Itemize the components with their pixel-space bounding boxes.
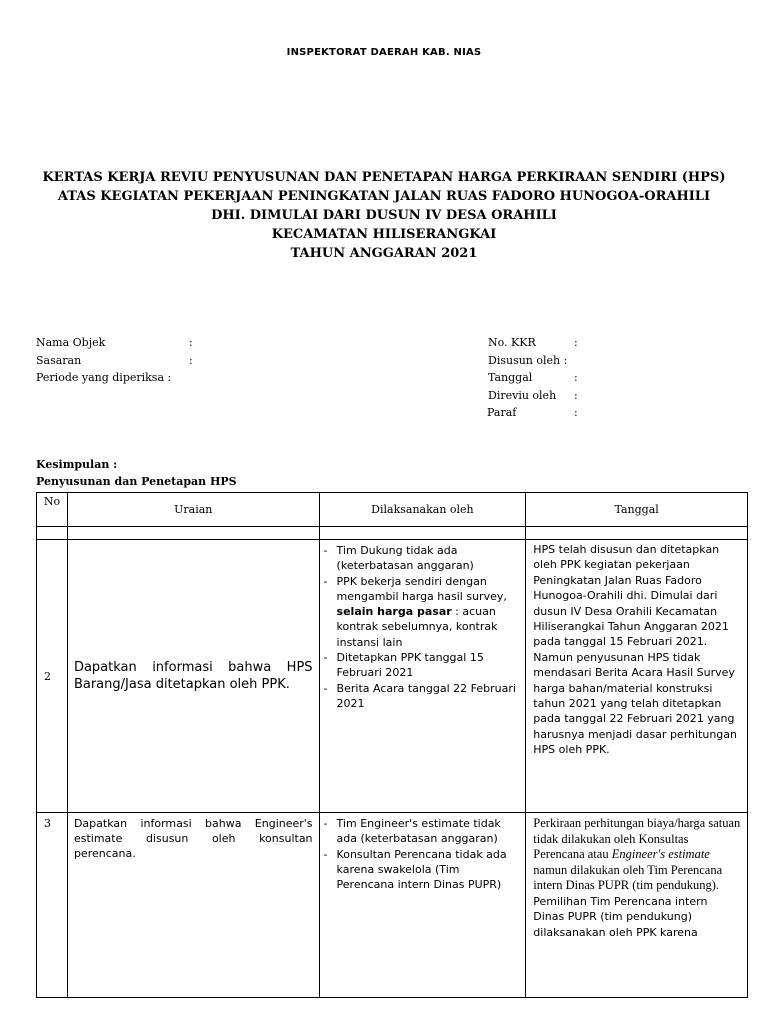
meta-colon: :: [189, 353, 193, 367]
meta-label: Sasaran: [36, 353, 82, 367]
row-uraian: Dapatkan informasi bahwa HPS Barang/Jasa ditetapkan oleh PPK.: [67, 540, 319, 813]
list-item-text: : acuan kontrak sebelumnya, kontrak instansi lain: [336, 605, 498, 649]
list-item: [337, 574, 520, 650]
conclusion-block: [36, 456, 237, 490]
meta-label: Paraf: [487, 406, 517, 419]
row-tanggal: [526, 813, 748, 998]
meta-right-block: [488, 334, 728, 422]
table-row: [37, 813, 748, 998]
conclusion-label: Kesimpulan :: [36, 458, 118, 471]
list-item: - Ditetapkan PPK tanggal 15 Februari 2021: [337, 650, 520, 681]
meta-label: Periode yang diperiksa :: [36, 371, 172, 384]
meta-colon: :: [574, 388, 578, 402]
header-no: No: [37, 493, 68, 527]
tanggal-italic: Engineer's estimate: [611, 847, 710, 861]
title-line: KECAMATAN HILISERANGKAI: [271, 227, 497, 242]
meta-colon: :: [574, 371, 578, 384]
document-title: [20, 168, 748, 263]
title-line: TAHUN ANGGARAN 2021: [290, 246, 478, 261]
meta-label: No. KKR: [488, 336, 536, 349]
meta-row: [36, 334, 336, 352]
row-dilaksanakan: [319, 540, 526, 813]
empty-cell: [67, 527, 319, 540]
review-table: [36, 492, 748, 998]
header-tanggal: Tanggal: [526, 493, 748, 527]
table-row-blank: [37, 527, 748, 540]
list-item-text: PPK bekerja sendiri dengan mengambil harga hasil survey,: [336, 574, 507, 603]
list-item: - Konsultan Perencana tidak ada karena swakelola (Tim Perencana intern Dinas PUPR): [337, 847, 520, 893]
meta-label: Disusun oleh :: [488, 353, 568, 367]
title-line: KERTAS KERJA REVIU PENYUSUNAN DAN PENETAPAN HARGA PERKIRAAN SENDIRI (HPS): [42, 170, 726, 185]
meta-row: [488, 369, 728, 387]
row-uraian: Dapatkan informasi bahwa Engineer's estimate disusun oleh konsultan perencana.: [67, 813, 319, 998]
row-tanggal: HPS telah disusun dan ditetapkan oleh PPK kegiatan pekerjaan Peningkatan Jalan Ruas Fadoro Hunogoa-Orahili dhi. Dimulai dari dusun IV Desa Orahili Kecamatan Hiliserangkai Tahun Anggaran 2021 pada tanggal 15 Februari 2021. Namun penyusunan HPS tidak mendasari Berita Acara Hasil Survey harga bahan/material konstruksi tahun 2021 yang telah ditetapkan pada tanggal 22 Februari 2021 yang harusnya menjadi dasar perhitungan HPS oleh PPK.: [526, 540, 748, 813]
row-dilaksanakan: [319, 813, 526, 998]
title-line: ATAS KEGIATAN PEKERJAAN PENINGKATAN JALAN RUAS FADORO HUNOGOA-ORAHILI: [57, 189, 711, 204]
meta-row: [488, 352, 728, 370]
conclusion-subtitle: Penyusunan dan Penetapan HPS: [36, 475, 237, 488]
meta-row: [488, 404, 728, 422]
meta-colon: :: [574, 406, 578, 419]
meta-label: Tanggal: [488, 371, 533, 384]
list-item: - Tim Dukung tidak ada (keterbatasan anggaran): [337, 543, 520, 574]
table-row: [37, 540, 748, 813]
dilaksanakan-list: [320, 540, 526, 711]
empty-cell: [37, 527, 68, 540]
row-number: 3: [37, 813, 68, 998]
meta-colon: :: [189, 336, 193, 349]
empty-cell: [526, 527, 748, 540]
agency-header: INSPEKTORAT DAERAH KAB. NIAS: [286, 47, 482, 58]
meta-label: Direviu oleh: [488, 388, 557, 402]
list-item: - Berita Acara tanggal 22 Februari 2021: [337, 681, 520, 712]
meta-row: [36, 352, 336, 370]
tanggal-text: namun dilakukan oleh Tim Perencana intern Dinas PUPR (tim pendukung).: [533, 862, 723, 892]
list-item: - Tim Engineer's estimate tidak ada (keterbatasan anggaran): [337, 816, 520, 847]
header-uraian: Uraian: [67, 493, 319, 527]
list-item-bold: selain harga pasar: [336, 605, 452, 619]
meta-left-block: [36, 334, 336, 387]
empty-cell: [319, 527, 526, 540]
row-number: 2: [37, 540, 68, 813]
meta-colon: :: [574, 336, 578, 349]
dilaksanakan-list: [320, 813, 526, 892]
meta-row: [36, 369, 336, 387]
meta-row: [488, 334, 728, 352]
tanggal-text: Perkiraan perhitungan biaya/harga satuan tidak dilakukan oleh Konsultas Perencana atau: [533, 816, 741, 861]
header-dilaksanakan: Dilaksanakan oleh: [319, 493, 526, 527]
table-header-row: [37, 493, 748, 527]
meta-label: Nama Objek: [36, 336, 106, 349]
tanggal-text: Pemilihan Tim Perencana intern Dinas PUPR (tim pendukung) dilaksanakan oleh PPK karena: [533, 894, 708, 939]
meta-row: [488, 387, 728, 405]
title-line: DHI. DIMULAI DARI DUSUN IV DESA ORAHILI: [211, 208, 557, 223]
